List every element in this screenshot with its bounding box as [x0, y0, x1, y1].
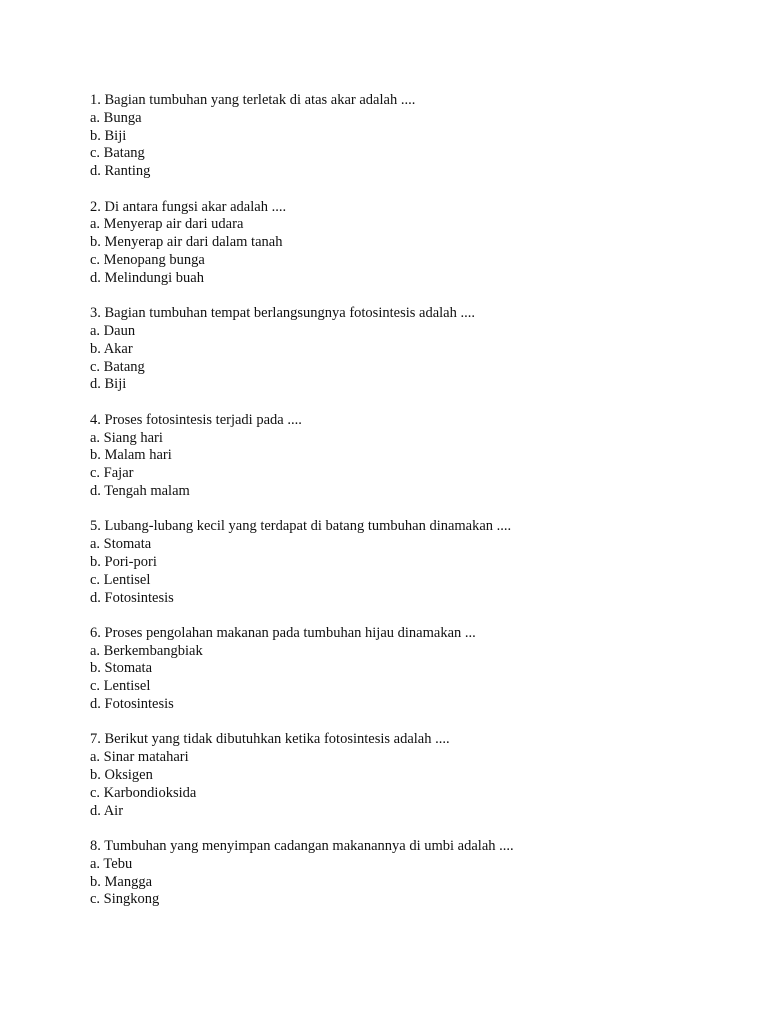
question-text: 6. Proses pengolahan makanan pada tumbuhan hijau dinamakan ...: [90, 624, 476, 641]
answer-option-d: d. Fotosintesis: [90, 589, 174, 606]
answer-option-b: b. Mangga: [90, 873, 153, 890]
answer-option-d: d. Tengah malam: [90, 482, 190, 499]
question-text: 7. Berikut yang tidak dibutuhkan ketika fotosintesis adalah ....: [90, 731, 450, 748]
answer-option-b: b. Stomata: [90, 660, 153, 677]
question-text: 4. Proses fotosintesis terjadi pada ....: [90, 411, 302, 428]
answer-option-c: c. Batang: [90, 358, 145, 375]
answer-option-a: a. Menyerap air dari udara: [90, 216, 244, 233]
question-text: 3. Bagian tumbuhan tempat berlangsungnya fotosintesis adalah ....: [90, 305, 475, 322]
answer-option-c: c. Lentisel: [90, 678, 151, 695]
document-page: [90, 92, 730, 927]
question-4: [90, 412, 730, 501]
answer-option-c: c. Lentisel: [90, 571, 151, 588]
question-7: [90, 731, 730, 820]
answer-option-d: d. Melindungi buah: [90, 269, 204, 286]
answer-option-a: a. Stomata: [90, 536, 152, 553]
answer-option-b: b. Malam hari: [90, 447, 172, 464]
answer-option-c: c. Singkong: [90, 891, 160, 908]
answer-option-c: c. Karbondioksida: [90, 784, 197, 801]
answer-option-a: a. Sinar matahari: [90, 749, 189, 766]
answer-option-a: a. Berkembangbiak: [90, 642, 203, 659]
question-8: [90, 838, 730, 909]
answer-option-d: d. Fotosintesis: [90, 696, 174, 713]
answer-option-c: c. Fajar: [90, 465, 134, 482]
answer-option-d: d. Air: [90, 802, 124, 819]
question-1: [90, 92, 730, 181]
answer-option-b: b. Biji: [90, 127, 127, 144]
answer-option-b: b. Oksigen: [90, 767, 153, 784]
question-text: 1. Bagian tumbuhan yang terletak di atas akar adalah ....: [90, 92, 416, 108]
answer-option-a: a. Bunga: [90, 109, 142, 126]
question-6: [90, 625, 730, 714]
question-2: [90, 199, 730, 288]
question-5: [90, 518, 730, 607]
answer-option-b: b. Menyerap air dari dalam tanah: [90, 234, 283, 251]
answer-option-a: a. Tebu: [90, 855, 133, 872]
question-text: 2. Di antara fungsi akar adalah ....: [90, 198, 287, 215]
answer-option-c: c. Menopang bunga: [90, 251, 205, 268]
answer-option-b: b. Akar: [90, 340, 133, 357]
question-text: 5. Lubang-lubang kecil yang terdapat di batang tumbuhan dinamakan ....: [90, 518, 512, 535]
answer-option-c: c. Batang: [90, 145, 145, 162]
answer-option-a: a. Daun: [90, 322, 136, 339]
answer-option-a: a. Siang hari: [90, 429, 163, 446]
answer-option-d: d. Biji: [90, 376, 127, 393]
question-text: 8. Tumbuhan yang menyimpan cadangan makanannya di umbi adalah ....: [90, 838, 514, 855]
answer-option-d: d. Ranting: [90, 163, 151, 180]
answer-option-b: b. Pori-pori: [90, 553, 157, 570]
question-3: [90, 305, 730, 394]
